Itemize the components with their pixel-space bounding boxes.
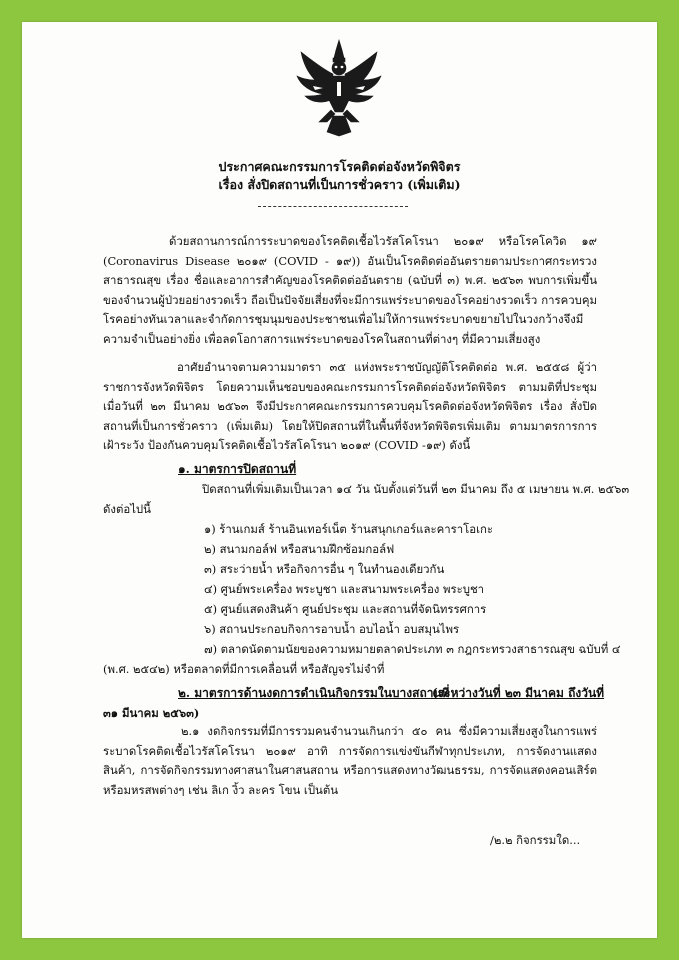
section2-period-cont: ๓๑ มีนาคม ๒๕๖๓) bbox=[103, 706, 200, 720]
section1-intro-cont: ดังต่อไปนี้ bbox=[103, 502, 151, 516]
list-item: ๓) สระว่ายน้ำ หรือกิจการอื่น ๆ ในทำนองเดียวกัน bbox=[204, 562, 445, 576]
section1-heading: ๑. มาตรการปิดสถานที่ bbox=[178, 462, 297, 476]
list-item: ๒) สนามกอล์ฟ หรือสนามฝึกซ้อมกอล์ฟ bbox=[204, 542, 395, 556]
list-item: ๔) ศูนย์พระเครื่อง พระบูชา และสนามพระเครื่อง พระบูชา bbox=[204, 582, 485, 596]
document-subject: เรื่อง สั่งปิดสถานที่เป็นการชั่วคราว (เพิ่มเติม) bbox=[218, 177, 461, 192]
list-item: ๕) ศูนย์แสดงสินค้า ศูนย์ประชุม และสถานที่จัดนิทรรศการ bbox=[204, 602, 487, 616]
continued-marker: /๒.๒ กิจกรรมใด... bbox=[490, 833, 581, 847]
section2-period: (ระหว่างวันที่ ๒๓ มีนาคม ถึงวันที่ bbox=[432, 686, 605, 700]
list-item: ๗) ตลาดนัดตามนัยของความหมายตลาดประเภท ๓ กฎกระทรวงสาธารณสุข ฉบับที่ ๔ bbox=[204, 642, 621, 656]
garuda-emblem-icon bbox=[293, 38, 385, 138]
paragraph-situation: ด้วยสถานการณ์การระบาดของโรคติดเชื้อไวรัสโคโรนา ๒๐๑๙ หรือโรคโควิด ๑๙ (Coronavirus Disease ๒๐๑๙ (COVID - ๑๙)) อันเป็นโรคติดต่ออันตรายตามประกาศกระทรวงสาธารณสุข เรื่อง ชื่อและอาการสำคัญของโรคติดต่ออันตราย (ฉบับที่ ๓) พ.ศ. ๒๕๖๓ พบการเพิ่มขึ้นของจำนวนผู้ป่วยอย่างรวดเร็ว ถือเป็นปัจจัยเสี่ยงที่จะมีการแพร่ระบาดของโรคอย่างรวดเร็ว การควบคุมโรคอย่างทันเวลาและจำกัดการชุมนุมของประชาชนเพื่อไม่ให้การแพร่ระบาดขยายไปในวงกว้างจึงมีความจำเป็นอย่างยิ่ง เพื่อลดโอกาสการแพร่ระบาดของโรคในสถานที่ต่างๆ ที่มีความเสี่ยงสูง bbox=[103, 234, 597, 346]
title-divider bbox=[258, 206, 408, 207]
paragraph-authority: อาศัยอำนาจตามความมาตรา ๓๕ แห่งพระราชบัญญัติโรคติดต่อ พ.ศ. ๒๕๕๘ ผู้ว่าราชการจังหวัดพิจิตร โดยความเห็นชอบของคณะกรรมการโรคติดต่อจังหวัดพิจิตร ตามมติที่ประชุมเมื่อวันที่ ๒๓ มีนาคม ๒๕๖๓ จึงมีประกาศคณะกรรมการควบคุมโรคติดต่อจังหวัดพิจิตร เรื่อง สั่งปิดสถานที่เป็นการชั่วคราว (เพิ่มเติม) โดยให้ปิดสถานที่ในพื้นที่จังหวัดพิจิตรเพิ่มเติม ตามมาตรการการเฝ้าระวัง ป้องกันควบคุมโรคติดเชื้อไวรัสโคโรนา ๒๐๑๙ (COVID -๑๙) ดังนี้ bbox=[103, 360, 597, 452]
section2-heading: ๒. มาตรการด้านงดการดำเนินกิจกรรมในบางสถานที่ bbox=[178, 686, 450, 700]
document-title: ประกาศคณะกรรมการโรคติดต่อจังหวัดพิจิตร bbox=[218, 159, 461, 174]
section1-intro: ปิดสถานที่เพิ่มเติมเป็นเวลา ๑๔ วัน นับตั้งแต่วันที่ ๒๓ มีนาคม ถึง ๕ เมษายน พ.ศ. ๒๕๖๓ bbox=[202, 482, 630, 496]
paragraph-activities: ๒.๑ งดกิจกรรมที่มีการรวมคนจำนวนเกินกว่า ๕๐ คน ซึ่งมีความเสี่ยงสูงในการแพร่ระบาดโรคติดเชื้อไวรัสโคโรนา ๒๐๑๙ อาทิ การจัดการแข่งขันกีฬาทุกประเภท, การจัดงานแสดงสินค้า, การจัดกิจกรรมทางศาสนาในศาสนสถาน หรือการแสดงทางวัฒนธรรม, การจัดแสดงคอนเสิร์ตหรือมหรสพต่างๆ เช่น ลิเก งิ้ว ละคร โขน เป็นต้น bbox=[103, 724, 597, 797]
list-item: ๑) ร้านเกมส์ ร้านอินเทอร์เน็ต ร้านสนุกเกอร์และคาราโอเกะ bbox=[204, 522, 493, 536]
list-item-continuation: (พ.ศ. ๒๕๔๒) หรือตลาดที่มีการเคลื่อนที่ หรือสัญจรไม่จำที่ bbox=[103, 662, 385, 676]
list-item: ๖) สถานประกอบกิจการอาบน้ำ อบไอน้ำ อบสมุนไพร bbox=[204, 622, 460, 636]
